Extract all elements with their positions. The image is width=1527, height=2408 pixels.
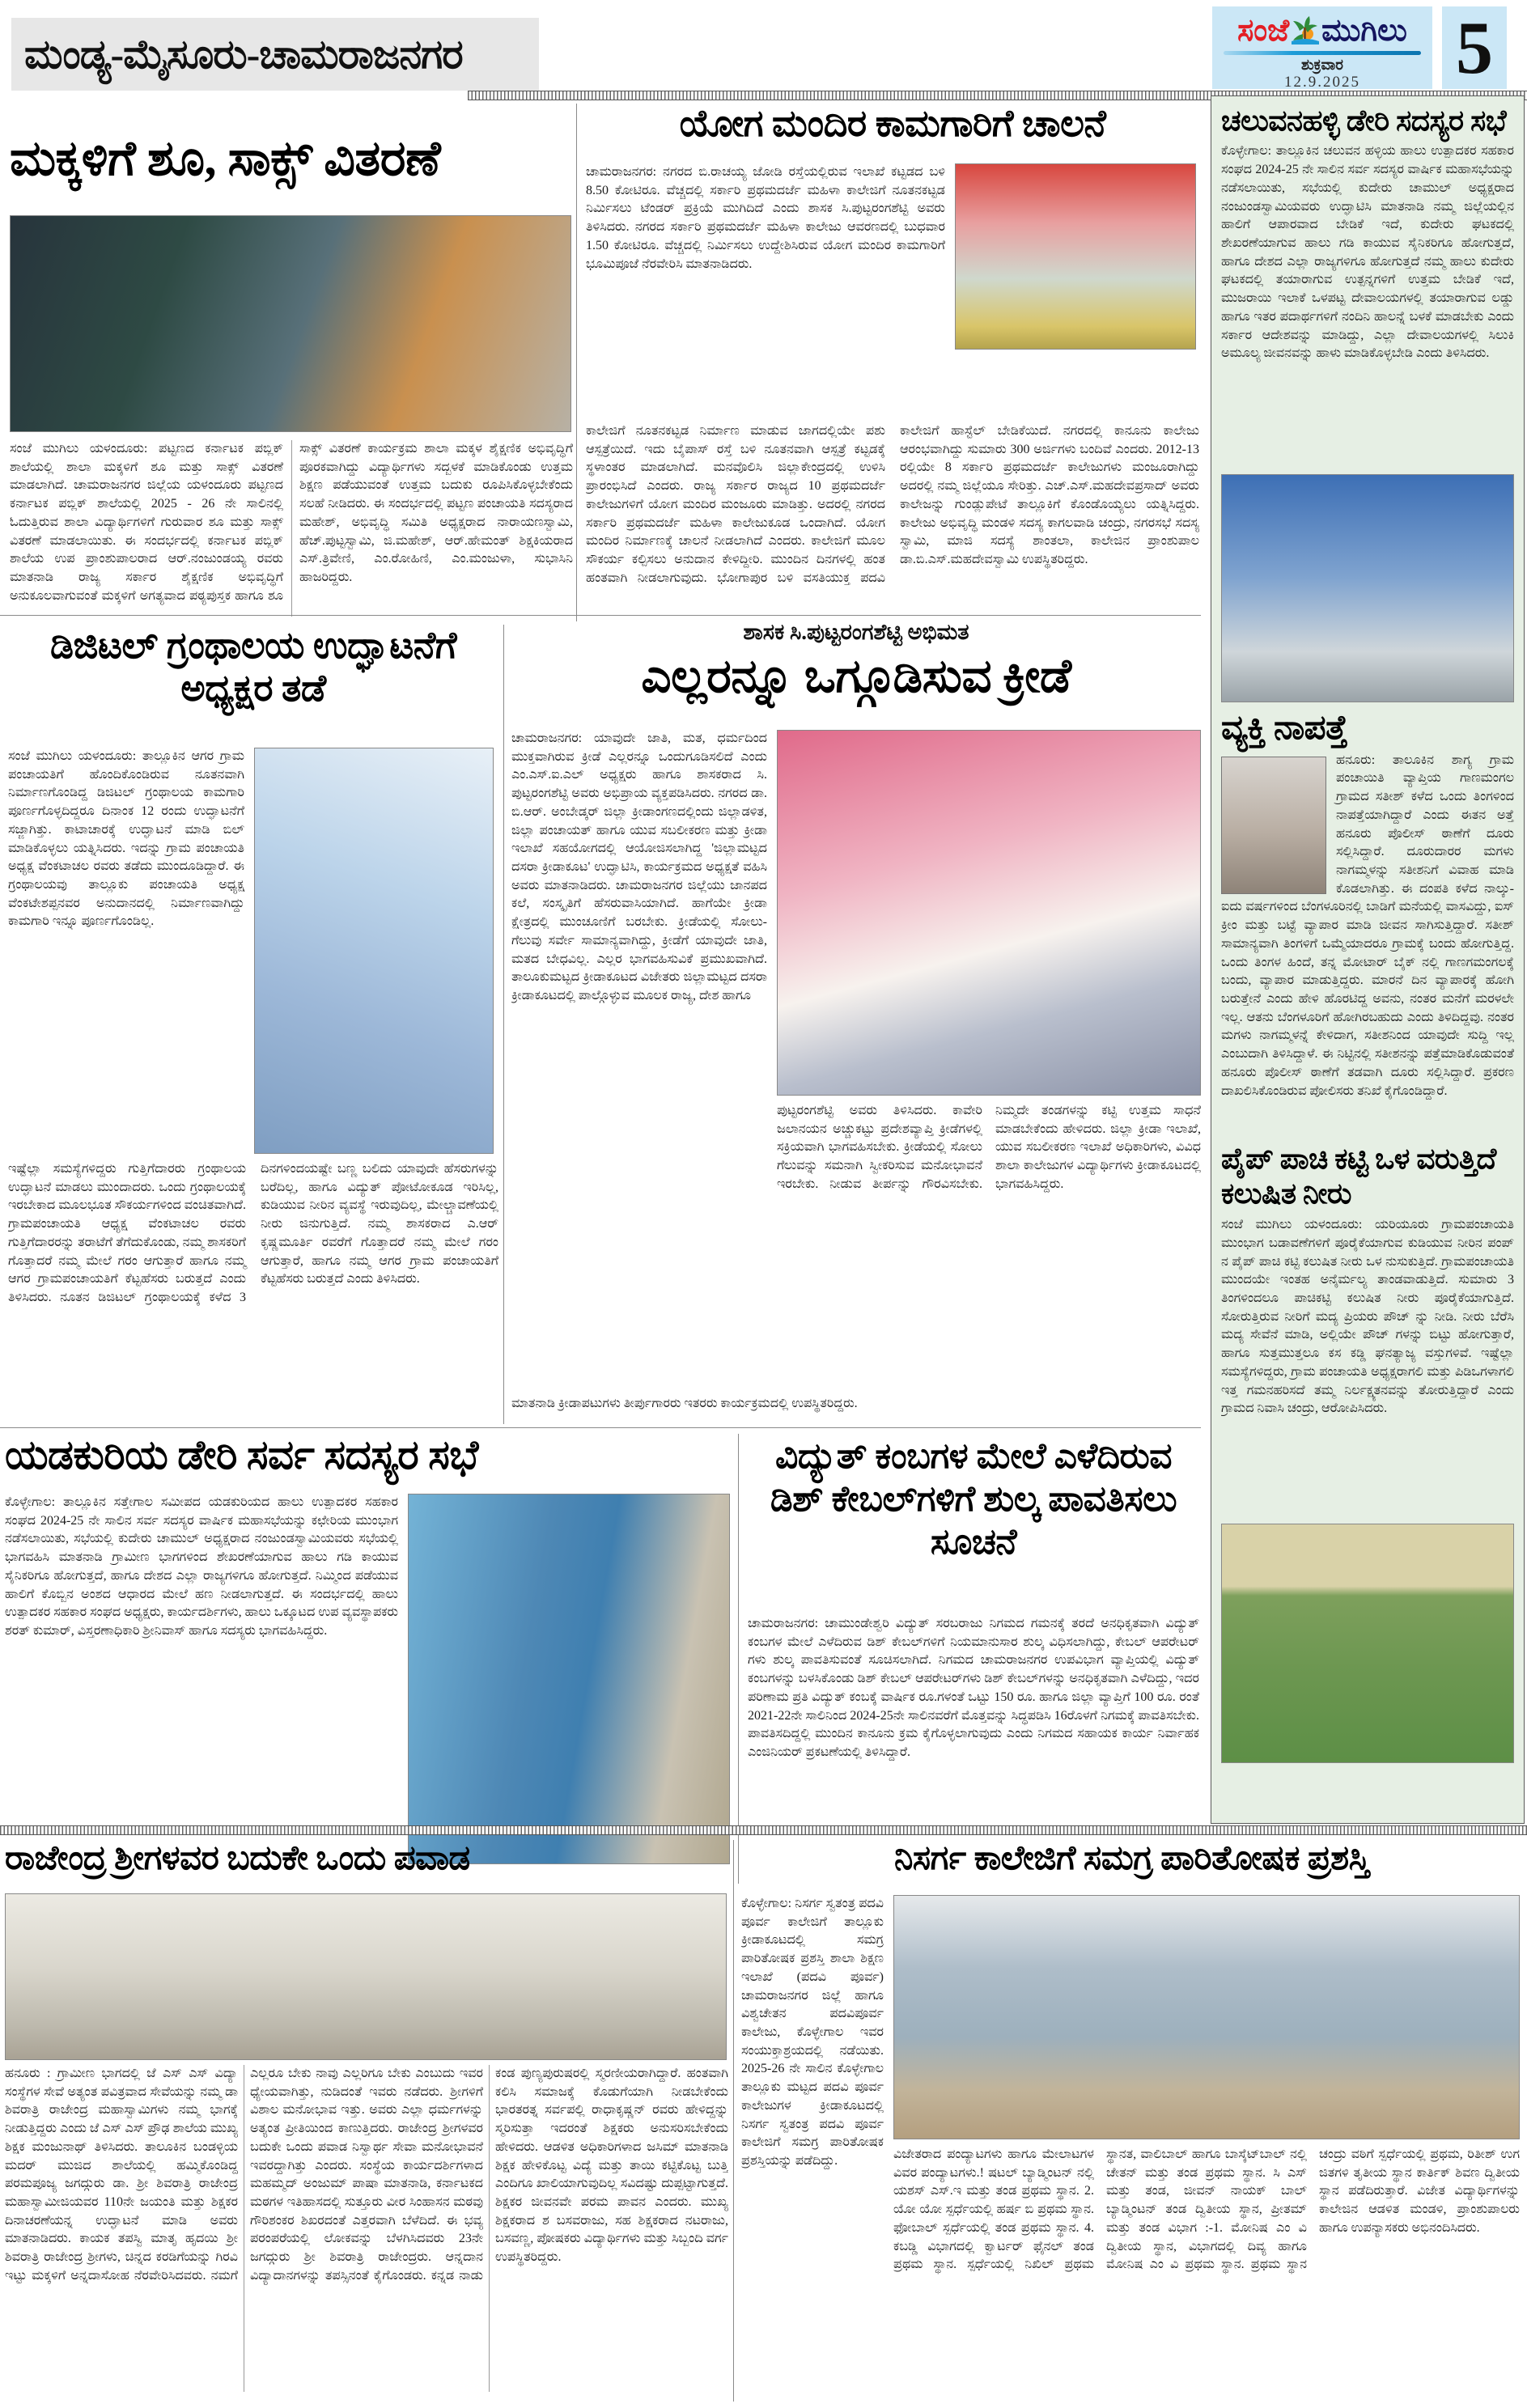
photo-dairy-meeting: [1221, 474, 1514, 702]
masthead-date: 12.9.2025: [1284, 74, 1360, 91]
palm-sun-icon: [1292, 16, 1319, 45]
article-body-left: ಚಾಮರಾಜನಗರ: ಯಾವುದೇ ಜಾತಿ, ಮತ, ಧರ್ಮದಿಂದ ಮುಕ್ತವಾಗಿರುವ ಕ್ರೀಡೆ ಎಲ್ಲರನ್ನೂ ಒಂದುಗೂಡಿಸಲಿದೆ ಎಂದು ಎಂ.ಎಸ್.ಐ.ಎಲ್ ಅಧ್ಯಕ್ಷರು ಹಾಗೂ ಶಾಸಕರಾದ ಸಿ. ಪುಟ್ಟರಂಗಶೆಟ್ಟಿ ಅವರು ಅಭಿಪ್ರಾಯ ವ್ಯಕ್ತಪಡಿಸಿದರು. ನಗರದ ಡಾ. ಬಿ.ಆರ್. ಅಂಬೇಡ್ಕರ್ ಜಿಲ್ಲಾ ಕ್ರೀಡಾಂಗಣದಲ್ಲಿಂದು ಜಿಲ್ಲಾಡಳಿತ, ಜಿಲ್ಲಾ ಪಂಚಾಯತ್ ಹಾಗೂ ಯುವ ಸಬಲೀಕರಣ ಮತ್ತು ಕ್ರೀಡಾ ಇಲಾಖೆ ಸಹಯೋಗದಲ್ಲಿ ಆಯೋಜಿಸಲಾಗಿದ್ದ 'ಜಿಲ್ಲಾಮಟ್ಟದ ದಸರಾ ಕ್ರೀಡಾಕೂಟ' ಉದ್ಘಾಟಿಸಿ, ಕಾರ್ಯಕ್ರಮದ ಅಧ್ಯಕ್ಷತೆ ವಹಿಸಿ ಅವರು ಮಾತನಾಡಿದರು. ಚಾಮರಾಜನಗರ ಜಿಲ್ಲೆಯು ಜಾನಪದ ಕಲೆ, ಸಂಸ್ಕೃತಿಗೆ ಹೆಸರುವಾಸಿಯಾಗಿದೆ. ಹಾಗೆಯೇ ಕ್ರೀಡಾ ಕ್ಷೇತ್ರದಲ್ಲಿ ಮುಂಚೂಣಿಗೆ ಬರಬೇಕು. ಕ್ರೀಡೆಯಲ್ಲಿ ಸೋಲು-ಗೆಲುವು ಸರ್ವೇ ಸಾಮಾನ್ಯವಾಗಿದ್ದು, ಕ್ರೀಡೆಗೆ ಯಾವುದೇ ಜಾತಿ, ಮತದ ಬೇಧವಿಲ್ಲ. ಎಲ್ಲರ ಭಾಗವಹಿಸುವಿಕೆ ಪ್ರಮುಖವಾಗಿದೆ. ತಾಲೂಕುಮಟ್ಟದ ಕ್ರೀಡಾಕೂಟದ ವಿಜೇತರು ಜಿಲ್ಲಾಮಟ್ಟದ ದಸರಾ ಕ್ರೀಡಾಕೂಟದಲ್ಲಿ ಪಾಲ್ಗೊಳ್ಳುವ ಮೂಲಕ ರಾಜ್ಯ, ದೇಶ ಹಾಗೂ: [511, 731, 767, 1003]
article-body-footer: ಮಾತನಾಡಿ ಕ್ರೀಡಾಪಟುಗಳು ತೀರ್ಪುಗಾರರು ಇತರರು ಕಾರ್ಯಕ್ರಮದಲ್ಲಿ ಉಪಸ್ಥಿತರಿದ್ದರು.: [511, 1397, 858, 1410]
article-body-chaluvanahalli: ಕೊಳ್ಳೇಗಾಲ: ತಾಲ್ಲೂಕಿನ ಚಲುವನ ಹಳ್ಳಿಯ ಹಾಲು ಉತ್ಪಾದಕರ ಸಹಕಾರ ಸಂಘದ 2024-25 ನೇ ಸಾಲಿನ ಸರ್ವ ಸದಸ್ಯರ ವಾರ್ಷಿಕ ಮಹಾಸಭೆಯನ್ನು ನಡೆಸಲಾಯಿತು, ಸಭೆಯಲ್ಲಿ ಕುದೇರು ಚಾಮುಲ್ ಅಧ್ಯಕ್ಷರಾದ ನಂಜುಂಡಸ್ವಾಮಿಯವರು ಉದ್ಘಾಟಿಸಿ ಮಾತನಾಡಿ ನಮ್ಮ ಜಿಲ್ಲೆಯಲ್ಲಿನ ಹಾಲಿಗೆ ಆಪಾರವಾದ ಬೇಡಿಕೆ ಇದೆ, ಕುದೇರು ಘಟಕದಲ್ಲಿ ಶೇಖರಣೆಯಾಗುವ ಹಾಲು ಗಡಿ ಕಾಯುವ ಸೈನಿಕರಿಗೂ ಹೋಗುತ್ತದೆ, ಹಾಗೂ ದೇಶದ ಎಲ್ಲಾ ರಾಜ್ಯಗಳಿಗೂ ಹೋಗುತ್ತದೆ ನಮ್ಮ ಹಾಲು ಕುದೇರು ಘಟಕದಲ್ಲಿ ತಯಾರಾಗುವ ಉತ್ಪನ್ನಗಳಿಗೆ ಉತ್ತಮ ಬೇಡಿಕೆ ಇದೆ, ಮುಜರಾಯಿ ಇಲಾಕೆ ಒಳಪಟ್ಟ ದೇವಾಲಯಗಳಲ್ಲಿ ತಯಾರಾಗುವ ಲಡ್ಡು ಹಾಗೂ ಇತರ ಪದಾರ್ಥಗಳಿಗೆ ನಂದಿನಿ ಹಾಲನ್ನೆ ಬಳಕೆ ಮಾಡಬೇಕು ಎಂದು ಸರ್ಕಾರ ಆದೇಶವನ್ನು ಮಾಡಿದ್ದು, ಎಲ್ಲಾ ದೇವಾಲಯಗಳಲ್ಲಿ ಸಿಲುಕಿ ಅಮೂಲ್ಯ ಜೀವನವನ್ನು ಹಾಳು ಮಾಡಿಕೊಳ್ಳಬೇಡಿ ಎಂದು ತಿಳಿಸಿದರು.: [1221, 144, 1514, 361]
photo-missing-person-portrait: [1221, 757, 1326, 894]
photo-bhoomi-pooja: [955, 163, 1196, 350]
article-kicker: ಶಾಸಕ ಸಿ.ಪುಟ್ಟರಂಗಶೆಟ್ಟಿ ಅಭಿಮತ: [743, 620, 969, 644]
article-body-below-photo: ವಿಜೇತರಾದ ಪಂದ್ಯಾಟಗಳು ಹಾಗೂ ಮೇಲಾಟಗಳ ವಿವರ ಪಂದ್ಯಾಟಗಳು.! ಷಟಲ್ ಬ್ಯಾಡ್ಮಿಂಟನ್ ನಲ್ಲಿ ಯಶಸ್ ಎಸ್.ಇ ಮತ್ತು ತಂಡ ಪ್ರಥಮ ಸ್ಥಾನ. 2. ಯೋ ಯೋ ಸ್ಪರ್ಧೆಯಲ್ಲಿ ಹರ್ಷ ಬಿ ಪ್ರಥಮ ಸ್ಥಾನ. ಫೋಬಾಲ್ ಸ್ಪರ್ಧೆಯಲ್ಲಿ ತಂಡ ಪ್ರಥಮ ಸ್ಥಾನ. 4. ಕಬಡ್ಡಿ ವಿಭಾಗದಲ್ಲಿ ಕ್ವಾರ್ಟರ್ ಫೈನಲ್ ತಂಡ ಪ್ರಥಮ ಸ್ಥಾನ. ಸ್ಪರ್ಧೆಯಲ್ಲಿ ನಿಖಿಲ್ ಪ್ರಥಮ ಸ್ಥಾನತ, ವಾಲಿಬಾಲ್ ಹಾಗೂ ಬಾಸ್ಕೆಟ್‌ಬಾಲ್ ನಲ್ಲಿ ಚೇತನ್ ಮತ್ತು ತಂಡ ಪ್ರಥಮ ಸ್ಥಾನ. ಸಿ ಎಸ್ ಮತ್ತು ತಂಡ, ಜೀವನ್ ನಾಯಕ್ ಬಾಲ್ ಬ್ಯಾಡ್ಮಿಂಟನ್ ತಂಡ ದ್ವಿತೀಯ ಸ್ಥಾನ, ಪ್ರೀತಮ್ ಮತ್ತು ತಂಡ ವಿಭಾಗ :-1. ಮೋನಿಷ ಎಂ ವಿ ದ್ವಿತೀಯ ಸ್ಥಾನ, ವಿಭಾಗದಲ್ಲಿ ದಿವ್ಯ ಹಾಗೂ ಮೋನಿಷ ಎಂ ವಿ ಪ್ರಥಮ ಸ್ಥಾನ. ಪ್ರಥಮ ಸ್ಥಾನ ಚಂದ್ರು ವಠಿಗೆ ಸ್ಪರ್ಧೆಯಲ್ಲಿ ಪ್ರಥಮ, ರಿತೀಶ್ ಉಗ ಜಿತಗಳಿ ತೃತೀಯ ಸ್ಥಾನ ಕಾರ್ತಿಕ್ ಶಿವಣ ದ್ವಿತೀಯ ಸ್ಥಾನ ಪಡೆದಿರುತ್ತಾರೆ. ವಿಜೇತ ವಿದ್ಯಾರ್ಥಿಗಳನ್ನು ಕಾಲೇಜಿನ ಆಡಳಿತ ಮಂಡಳಿ, ಪ್ರಾಂಶುಪಾಲರು ಹಾಗೂ ಉಪನ್ಯಾಸಕರು ಅಭಿನಂದಿಸಿದರು.: [893, 2147, 1520, 2272]
article-headline: ಎಲ್ಲರನ್ನೂ ಒಗ್ಗೂಡಿಸುವ ಕ್ರೀಡೆ: [641, 650, 1071, 702]
masthead-divider: [1432, 6, 1442, 89]
article-shoe-distribution: [10, 102, 573, 617]
article-digital-library: [8, 625, 498, 1398]
column-rule: [733, 1840, 734, 2402]
article-rajendra-shri: [5, 1840, 728, 2392]
article-yoga-mandir: [586, 104, 1199, 626]
masthead-name-red: ಸಂಜೆ: [1237, 14, 1290, 48]
article-headline: ವಿದ್ಯುತ್ ಕಂಬಗಳ ಮೇಲೆ ಎಳೆದಿರುವ ಡಿಶ್ ಕೇಬಲ್‌ಗಳಿಗೆ ಶುಲ್ಕ ಪಾವತಿಸಲು ಸೂಚನೆ: [770, 1436, 1177, 1562]
page-number: 5: [1456, 6, 1493, 89]
photo-student-group: [893, 1895, 1520, 2139]
bottom-section-rule: [0, 1825, 1527, 1835]
section-rule: [0, 615, 1201, 616]
masthead-swoosh: [1224, 51, 1421, 55]
article-body: ಹನೂರು : ಗ್ರಾಮೀಣ ಭಾಗದಲ್ಲಿ ಜೆ ಎಸ್ ಎಸ್ ವಿದ್ಯಾ ಸಂಸ್ಥೆಗಳ ಸೇವೆ ಅತ್ಯಂತ ಪವಿತ್ರವಾದ ಸೇವೆಯನ್ನು ನಮ್ಮ ಡಾ ಶಿವರಾತ್ರಿ ರಾಜೇಂದ್ರ ಮಹಾಸ್ವಾಮಿಗಳು ನಮ್ಮ ಭಾಗಕ್ಕೆ ನೀಡುತ್ತಿದ್ದರು ಎಂದು ಜೆ ಎಸ್ ಎಸ್ ಪ್ರೌಢ ಶಾಲೆಯ ಮುಖ್ಯ ಶಿಕ್ಷಕ ಮಂಜುನಾಥ್ ತಿಳಿಸಿದರು. ತಾಲೂಕಿನ ಬಂಡಳ್ಳಿಯ ಮದರ್ ಮುಜಿದ ಶಾಲೆಯಲ್ಲಿ ಹಮ್ಮಿಕೊಂಡಿದ್ದ ಪರಮಪೂಜ್ಯ ಜಗದ್ಗುರು ಡಾ. ಶ್ರೀ ಶಿವರಾತ್ರಿ ರಾಜೇಂದ್ರ ಮಹಾಸ್ವಾಮೀಜಿಯವರ 110ನೇ ಜಯಂತಿ ಮತ್ತು ಶಿಕ್ಷಕರ ದಿನಾಚರಣೆಯನ್ನ ಉದ್ಘಾಟನೆ ಮಾಡಿ ಅವರು ಮಾತನಾಡಿದರು. ಕಾಯಕ ತಪಸ್ವಿ ಮಾತೃ ಹೃದಯಿ ಶ್ರೀ ಶಿವರಾತ್ರಿ ರಾಜೇಂದ್ರ ಶ್ರೀಗಳು, ಚಿನ್ನದ ಕರಡಿಗೆಯನ್ನು ಗಿರವಿ ಇಟ್ಟು ಮಕ್ಕಳಿಗೆ ಅನ್ನದಾಸೋಹ ನೆರವೇರಿಸಿದವರು. ನಮಗೆ ಎಲ್ಲರೂ ಬೇಕು ನಾವು ಎಲ್ಲರಿಗೂ ಬೇಕು ಎಂಬುದು ಇವರ ಧ್ಯೇಯವಾಗಿತ್ತು, ನುಡಿದಂತೆ ಇವರು ನಡೆದರು. ಶ್ರೀಗಳಿಗೆ ವಿಶಾಲ ಮನೋಭಾವ ಇತ್ತು. ಅವರು ಎಲ್ಲಾ ಧರ್ಮಗಳನ್ನು ಅತ್ಯಂತ ಪ್ರೀತಿಯಿಂದ ಕಾಣುತ್ತಿದರು. ರಾಜೇಂದ್ರ ಶ್ರೀಗಳವರ ಬದುಕೇ ಒಂದು ಪವಾಡ ನಿಸ್ವಾರ್ಥ ಸೇವಾ ಮನೋಭಾವನೆ ಇವರದ್ದಾಗಿತ್ತು ಎಂದರು. ಸಂಸ್ಥೆಯ ಕಾರ್ಯದರ್ಶಿಗಳಾದ ಮಹಮ್ಮದ್ ಅಂಜುಮ್ ಪಾಷಾ ಮಾತನಾಡಿ, ಕರ್ನಾಟಕದ ಮಠಗಳ ಇತಿಹಾಸದಲ್ಲಿ ಸುತ್ತೂರು ವೀರ ಸಿಂಹಾಸನ ಮಠವು ಗೌರಿಶಂಕರ ಶಿಖರದಂತೆ ಎತ್ತರವಾಗಿ ಬೆಳೆದಿದೆ. ಈ ಭವ್ಯ ಪರಂಪರೆಯಲ್ಲಿ ಲೋಕವನ್ನು ಬೆಳಗಿಸಿದವರು 23ನೇ ಜಗದ್ಗುರು ಶ್ರೀ ಶಿವರಾತ್ರಿ ರಾಜೇಂದ್ರರು. ಆನ್ನದಾನ ವಿದ್ಯಾದಾನಗಳನ್ನು ತಪಸ್ಸಿನಂತೆ ಕೈಗೊಂಡರು. ಕನ್ನಡ ನಾಡು ಕಂಡ ಪುಣ್ಯಪುರುಷರಲ್ಲಿ ಸ್ಮರಣೀಯರಾಗಿದ್ದಾರೆ. ಹಂತವಾಗಿ ಕಲಿಸಿ ಸಮಾಜಕ್ಕೆ ಕೊಡುಗೆಯಾಗಿ ನೀಡಬೇಕೆಂದು ಭಾರತರತ್ನ ಸರ್ವಪಲ್ಲಿ ರಾಧಾಕೃಷ್ಣನ್ ರವರು ಹೇಳಿದ್ದನ್ನು ಸ್ಮರಿಸುತ್ತಾ ಇದರಂತೆ ಶಿಕ್ಷಕರು ಅನುಸರಿಸಬೇಕೆಂದು ಹೇಳಿದರು. ಆಡಳಿತ ಅಧಿಕಾರಿಗಳಾದ ಜಸಿಮ್ ಮಾತನಾಡಿ ಶಿಕ್ಷಕ ಹೇಳಿಕೊಟ್ಟ ವಿದ್ಯೆ ಮತ್ತು ತಾಯಿ ಕಟ್ಟಿಕೊಟ್ಟ ಬುತ್ತಿ ಎಂದಿಗೂ ಖಾಲಿಯಾಗುವುದಿಲ್ಲ ಸವಿದಷ್ಟು ದುಪ್ಪಟ್ಟಾಗುತ್ತದೆ. ಶಿಕ್ಷಕರ ಜೀವನವೇ ಪರಮ ಪಾವನ ಎಂದರು. ಮುಖ್ಯ ಶಿಕ್ಷಕರಾದ ಶ ಬಸವರಾಜು, ಸಹ ಶಿಕ್ಷಕರಾದ ನಟರಾಜು, ಬಸವಣ್ಣ, ಪೋಷಕರು ವಿದ್ಯಾರ್ಥಿಗಳು ಮತ್ತು ಸಿಬ್ಬಂದಿ ವರ್ಗ ಉಪಸ್ಥಿತರಿದ್ದರು.: [5, 2067, 728, 2283]
article-body-col1: ಕೊಳ್ಳೇಗಾಲ: ನಿಸರ್ಗ ಸ್ವತಂತ್ರ ಪದವಿ ಪೂರ್ವ ಕಾಲೇಜಿಗೆ ತಾಲ್ಲೂಕು ಕ್ರೀಡಾಕೂಟದಲ್ಲಿ ಸಮಗ್ರ ಪಾರಿತೋಷಕ ಪ್ರಶಸ್ತಿ ಶಾಲಾ ಶಿಕ್ಷಣ ಇಲಾಖೆ (ಪದವಿ ಪೂರ್ವ) ಚಾಮರಾಜನಗರ ಜಿಲ್ಲೆ ಹಾಗೂ ವಿಶ್ವಚೇತನ ಪದವಿಪೂರ್ವ ಕಾಲೇಜು, ಕೊಳ್ಳೇಗಾಲ ಇವರ ಸಂಯುಕ್ತಾಶ್ರಯದಲ್ಲಿ ನಡೆಯಿತು. 2025-26 ನೇ ಸಾಲಿನ ಕೊಳ್ಳೇಗಾಲ ತಾಲ್ಲೂಕು ಮಟ್ಟದ ಪದವಿ ಪೂರ್ವ ಕಾಲೇಜುಗಳ ಕ್ರೀಡಾಕೂಟದಲ್ಲಿ ನಿಸರ್ಗ ಸ್ವತಂತ್ರ ಪದವಿ ಪೂರ್ವ ಕಾಲೇಜಿಗೆ ಸಮಗ್ರ ಪಾರಿತೋಷಕ ಪ್ರಶಸ್ತಿಯನ್ನು ಪಡೆದಿದ್ದು.: [741, 1897, 884, 2168]
article-body-bottom: ಕಾಲೇಜಿಗೆ ನೂತನಕಟ್ಟಡ ನಿರ್ಮಾಣ ಮಾಡುವ ಜಾಗದಲ್ಲಿಯೇ ಪಶು ಆಸ್ಪತ್ರೆಯಿದೆ. ಇದು ಬೈಪಾಸ್ ರಸ್ತೆ ಬಳಿ ನೂತನವಾಗಿ ಆಸ್ಪತ್ರೆ ಕಟ್ಟಡಕ್ಕೆ ಸ್ಥಳಾಂತರ ಮಾಡಲಾಗಿದೆ. ಮನವೊಲಿಸಿ ಜಿಲ್ಲಾಕೇಂದ್ರದಲ್ಲಿ ಉಳಿಸಿ ಪ್ರಾರಂಭಿಸಿದೆ ಎಂದರು. ರಾಜ್ಯ ಸರ್ಕಾರ ರಾಜ್ಯದ 10 ಪ್ರಥಮದರ್ಜೆ ಕಾಲೇಜುಗಳಿಗೆ ಯೋಗ ಮಂದಿರ ಮಂಜೂರು ಮಾಡಿತ್ತು. ಅದರಲ್ಲಿ ನಗರದ ಸರ್ಕಾರಿ ಪ್ರಥಮದರ್ಜೆ ಮಹಿಳಾ ಕಾಲೇಜುಕೂಡ ಒಂದಾಗಿದೆ. ಯೋಗ ಮಂದಿರ ನಿರ್ಮಾಣಕ್ಕೆ ಚಾಲನೆ ನೀಡಲಾಗಿದೆ ಎಂದರು. ಕಾಲೇಜಿಗೆ ಮೂಲ ಸೌಕರ್ಯ ಕಲ್ಪಿಸಲು ಅನುದಾನ ಕೇಳಿದ್ದೀರಿ. ಮುಂದಿನ ದಿನಗಳಲ್ಲಿ ಹಂತ ಹಂತವಾಗಿ ನೀಡಲಾಗುವುದು. ಭೋಗಾಪುರ ಬಳಿ ವಸತಿಯುಕ್ತ ಪದವಿ ಕಾಲೇಜಿಗೆ ಹಾಸ್ಟೆಲ್ ಬೇಡಿಕೆಯಿದೆ. ನಗರದಲ್ಲಿ ಕಾನೂನು ಕಾಲೇಜು ಆರಂಭವಾಗಿದ್ದು ಸುಮಾರು 300 ಅರ್ಜಿಗಳು ಬಂದಿವೆ ಎಂದರು. 2012-13 ರಲ್ಲಿಯೇ 8 ಸರ್ಕಾರಿ ಪ್ರಥಮದರ್ಜೆ ಕಾಲೇಜುಗಳು ಮಂಜೂರಾಗಿದ್ದು ಅದರಲ್ಲಿ ನಮ್ಮ ಜಿಲ್ಲೆಯೂ ಸೇರಿತ್ತು. ಎಚ್.ಎಸ್.ಮಹದೇವಪ್ರಸಾದ್ ಅವರು ಕಾಲೇಜನ್ನು ಗುಂಡ್ಲುಪೇಟೆ ತಾಲ್ಲೂಕಿಗೆ ಕೊಂಡೊಯ್ಯಲು ಯತ್ನಿಸಿದ್ದರು. ಕಾಲೇಜು ಅಭಿವೃದ್ಧಿ ಮಂಡಳಿ ಸದಸ್ಯ ಕಾಗಲವಾಡಿ ಚಂದ್ರು, ನಗರಸಭೆ ಸದಸ್ಯ ಸ್ವಾಮಿ, ಮಾಜಿ ಸದಸ್ಯೆ ಶಾಂತಲಾ, ಕಾಲೇಜಿನ ಪ್ರಾಂಶುಪಾಲ ಡಾ.ಬಿ.ಎಸ್.ಮಹದೇವಸ್ವಾಮಿ ಉಪಸ್ಥಿತರಿದ್ದರು.: [586, 424, 1199, 585]
article-headline: ಡಿಜಿಟಲ್ ಗ್ರಂಥಾಲಯ ಉದ್ಘಾಟನೆಗೆ ಅಧ್ಯಕ್ಷರ ತಡೆ: [50, 625, 456, 709]
masthead-weekday: ಶುಕ್ರವಾರ: [1301, 57, 1343, 73]
article-headline-missing-person: ವ್ಯಕ್ತಿ ನಾಪತ್ತೆ: [1221, 710, 1348, 748]
photo-shoe-distribution: [10, 215, 571, 432]
photo-yadakuri-meeting: [408, 1494, 730, 1864]
article-body-bottom: ಇಷ್ಟೆಲ್ಲಾ ಸಮಸ್ಯೆಗಳಿದ್ದರು ಗುತ್ತಿಗೆದಾರರು ಗ್ರಂಥಾಲಯ ಉದ್ಘಾಟನೆ ಮಾಡಲು ಮುಂದಾದರು. ಒಂದು ಗ್ರಂಥಾಲಯಕ್ಕೆ ಇರಬೇಕಾದ ಮೂಲಭೂತ ಸೌಕರ್ಯಗಳಿಂದ ವಂಚಿತವಾಗಿದೆ. ಗ್ರಾಮಪಂಚಾಯತಿ ಆಧ್ಯಕ್ಷ ವೆಂಕಟಾಚಲ ರವರು ಗುತ್ತಿಗೆದಾರರನ್ನು ತರಾಟೆಗೆ ತೆಗೆದುಕೊಂಡು, ನಮ್ಮ ಶಾಸಕರಿಗೆ ಗೊತ್ತಾದರೆ ನಮ್ಮ ಮೇಲೆ ಗರಂ ಆಗುತ್ತಾರೆ ಹಾಗೂ ನಮ್ಮ ಆಗರ ಗ್ರಾಮಪಂಚಾಯತಿಗೆ ಕೆಟ್ಟಹೆಸರು ಬರುತ್ತದೆ ಎಂದು ತಿಳಿಸಿದರು. ನೂತನ ಡಿಜಿಟಲ್ ಗ್ರಂಥಾಲಯಕ್ಕೆ ಕಳೆದ 3 ದಿನಗಳಿಂದಯಷ್ಟೇ ಬಣ್ಣ ಬಲಿದು ಯಾವುದೇ ಹೆಸರುಗಳನ್ನು ಬರೆದಿಲ್ಲ, ಹಾಗೂ ವಿದ್ಯುತ್ ಪೋಟೋಕೂಡ ಇರಿಸಿಲ್ಲ, ಕುಡಿಯುವ ನೀರಿನ ವ್ಯವಸ್ಥೆ ಇರುವುದಿಲ್ಲ, ಮೇಲ್ಚಾವಣೆಯಲ್ಲಿ ನೀರು ಜಿನುಗುತ್ತಿದೆ. ನಮ್ಮ ಶಾಸಕರಾದ ಎ.ಆರ್ ಕೃಷ್ಣಮೂರ್ತಿ ರವರೆಗೆ ಗೊತ್ತಾದರೆ ನಮ್ಮ ಮೇಲೆ ಗರಂ ಆಗುತ್ತಾರೆ, ಹಾಗೂ ನಮ್ಮ ಆಗರ ಗ್ರಾಮ ಪಂಚಾಯತಿಗೆ ಕೆಟ್ಟಹೆಸರು ಬರುತ್ತದೆ ಎಂದು ತಿಳಿಸಿದರು.: [8, 1162, 498, 1305]
missing-person-text: ಹನೂರು: ತಾಲೂಕಿನ ಶಾಗ್ಯ ಗ್ರಾಮ ಪಂಚಾಯಿತಿ ವ್ಯಾಪ್ತಿಯ ಗಾಣಮಂಗಲ ಗ್ರಾಮದ ಸತೀಶ್ ಕಳೆದ ಒಂದು ತಿಂಗಳಿಂದ ನಾಪತ್ತೆಯಾಗಿದ್ದಾರೆ ಎಂದು ಈತನ ಅತ್ತೆ ಹನೂರು ಪೊಲೀಸ್ ಠಾಣೆಗೆ ದೂರು ಸಲ್ಲಿಸಿದ್ದಾರೆ. ದೂರುದಾರರ ಮಗಳು ನಾಗಮ್ಮಳನ್ನು ಸತೀಶನಿಗೆ ವಿವಾಹ ಮಾಡಿ ಕೊಡಲಾಗಿತ್ತು. ಈ ದಂಪತಿ ಕಳೆದ ನಾಲ್ಕು-ಐದು ವರ್ಷಗಳಿಂದ ಬೆಂಗಳೂರಿನಲ್ಲಿ ಬಾಡಿಗೆ ಮನೆಯಲ್ಲಿ ವಾಸವಿದ್ದು, ಐಸ್ ಕ್ರೀಂ ಮತ್ತು ಬಟ್ಟೆ ವ್ಯಾಪಾರ ಮಾಡಿ ಜೀವನ ಸಾಗಿಸುತ್ತಿದ್ದಾರೆ. ಸತೀಶ್ ಸಾಮಾನ್ಯವಾಗಿ ತಿಂಗಳಿಗೆ ಒಮ್ಮೆಯಾದರೂ ಗ್ರಾಮಕ್ಕೆ ಬಂದು ಹೋಗುತ್ತಿದ್ದ. ಒಂದು ತಿಂಗಳ ಹಿಂದೆ, ತನ್ನ ಮೋಟಾರ್ ಬೈಕ್ ನಲ್ಲಿ ಗಾಣಗಮಂಗಲಕ್ಕೆ ಬಂದು, ವ್ಯಾಪಾರ ಮಾಡುತ್ತಿದ್ದರು. ಮಾರನೆ ದಿನ ವ್ಯಾಪಾರಕ್ಕೆ ಹೋಗಿ ಬರುತ್ತೇನೆ ಎಂದು ಹೇಳಿ ಹೊರಟಿದ್ದ ಅವನು, ನಂತರ ಮನೆಗೆ ಮರಳಲೇ ಇಲ್ಲ. ಆತನು ಬೆಂಗಳೂರಿಗೆ ಹೋಗಿರಬಹುದು ಎಂದು ತಿಳಿದಿದ್ದವು. ನಂತರ ಮಗಳು ನಾಗಮ್ಮಳನ್ನೆ ಕೇಳಿದಾಗ, ಸತೀಶನಿಂದ ಯಾವುದೇ ಸುದ್ದಿ ಇಲ್ಲ ಎಂಬುದಾಗಿ ತಿಳಿಸಿದ್ದಾಳೆ. ಈ ನಿಟ್ಟಿನಲ್ಲಿ ಸತೀಶನನ್ನು ಪತ್ತೆಮಾಡಿಕೊಡುವಂತೆ ಹನೂರು ಪೊಲೀಸ್ ಠಾಣೆಗೆ ತಡವಾಗಿ ದೂರು ಸಲ್ಲಿಸಿದ್ದಾರೆ. ಪ್ರಕರಣ ದಾಖಲಿಸಿಕೊಂಡಿರುವ ಪೋಲಿಸರು ತನಿಖೆ ಕೈಗೊಂಡಿದ್ದಾರೆ.: [1221, 752, 1514, 1098]
section-rule: [0, 1427, 1201, 1428]
article-headline: ರಾಜೇಂದ್ರ ಶ್ರೀಗಳವರ ಬದುಕೇ ಒಂದು ಪವಾಡ: [5, 1840, 470, 1877]
column-rule: [576, 104, 577, 621]
region-title: ಮಂಡ್ಯ-ಮೈಸೂರು-ಚಾಮರಾಜನಗರ: [24, 31, 463, 77]
article-body-below-photo: ಪುಟ್ಟರಂಗಶೆಟ್ಟಿ ಅವರು ತಿಳಿಸಿದರು. ಕಾವೇರಿ ಜಲಾನಯನ ಅಚ್ಚುಕಟ್ಟು ಪ್ರದೇಶವ್ಯಾಪ್ತಿ ಕ್ರೀಡೆಗಳಲ್ಲಿ ಸಕ್ರಿಯವಾಗಿ ಭಾಗವಹಿಸಬೇಕು. ಕ್ರೀಡೆಯಲ್ಲಿ ಸೋಲು ಗೆಲುವನ್ನು ಸಮನಾಗಿ ಸ್ವೀಕರಿಸುವ ಮನೋಭಾವನೆ ಇರಬೇಕು. ನೀಡುವ ತೀರ್ಪನ್ನು ಗೌರವಿಸಬೇಕು. ನಿಮ್ಮದೇ ತಂಡಗಳನ್ನು ಕಟ್ಟಿ ಉತ್ತಮ ಸಾಧನೆ ಮಾಡಬೇಕೆಂದು ಹೇಳಿದರು. ಜಿಲ್ಲಾ ಕ್ರೀಡಾ ಇಲಾಖೆ, ಯುವ ಸಬಲೀಕರಣ ಇಲಾಖೆ ಅಧಿಕಾರಿಗಳು, ವಿವಿಧ ಶಾಲಾ ಕಾಲೇಜುಗಳ ವಿದ್ಯಾರ್ಥಿಗಳು ಕ್ರೀಡಾಕೂಟದಲ್ಲಿ ಭಾಗವಹಿಸಿದ್ದರು.: [777, 1104, 1201, 1191]
article-headline-chaluvanahalli: ಚಲುವನಹಳ್ಳಿ ಡೇರಿ ಸದಸ್ಯರ ಸಭೆ: [1221, 104, 1507, 137]
masthead-left: [1212, 6, 1432, 89]
photo-lamp-lighting: [777, 730, 1201, 1096]
article-headline: ನಿಸರ್ಗ ಕಾಲೇಜಿಗೆ ಸಮಗ್ರ ಪಾರಿತೋಷಕ ಪ್ರಶಸ್ತಿ: [893, 1840, 1370, 1877]
photo-library-building: [254, 748, 494, 1154]
article-headline-pipe-water: ಪೈಪ್ ಪಾಚಿ ಕಟ್ಟಿ ಒಳ ವರುತ್ತಿದೆ ಕಲುಷಿತ ನೀರು: [1221, 1142, 1496, 1210]
article-body-top: ಚಾಮರಾಜನಗರ: ನಗರದ ಬಿ.ರಾಚಯ್ಯ ಜೋಡಿ ರಸ್ತೆಯಲ್ಲಿರುವ ಇಲಾಖೆ ಕಟ್ಟಡದ ಬಳಿ 8.50 ಕೋಟಿರೂ. ವೆಚ್ಚದಲ್ಲಿ ಸರ್ಕಾರಿ ಪ್ರಥಮದರ್ಜೆ ಮಹಿಳಾ ಕಾಲೇಜಿಗೆ ನೂತನಕಟ್ಟಡ ನಿರ್ಮಿಸಲು ಟೆಂಡರ್ ಪ್ರಕ್ರಿಯೆ ಮುಗಿದಿದೆ ಎಂದು ಶಾಸಕ ಸಿ.ಪುಟ್ಟರಂಗಶೆಟ್ಟಿ ಅವರು ತಿಳಿಸಿದರು. ನಗರದ ಸರ್ಕಾರಿ ಪ್ರಥಮದರ್ಜೆ ಮಹಿಳಾ ಕಾಲೇಜು ಆವರಣದಲ್ಲಿ ಬುಧವಾರ 1.50 ಕೋಟಿರೂ. ವೆಚ್ಚದಲ್ಲಿ ನಿರ್ಮಿಸಲು ಉದ್ದೇಶಿಸಿರುವ ಯೋಗ ಮಂದಿರ ಕಾಮಗಾರಿಗೆ ಭೂಮಿಪೂಜೆ ನೆರವೇರಿಸಿ ಮಾತನಾಡಿದರು.: [586, 165, 945, 271]
masthead-name-navy: ಮುಗಿಲು: [1321, 14, 1407, 48]
article-headline: ಯೋಗ ಮಂದಿರ ಕಾಮಗಾರಿಗೆ ಚಾಲನೆ: [679, 103, 1106, 144]
masthead: [1212, 6, 1507, 89]
article-body: ಸಂಜೆ ಮುಗಿಲು ಯಳಂದೂರು: ಪಟ್ಟಣದ ಕರ್ನಾಟಕ ಪಬ್ಲಿಕ್ ಶಾಲೆಯಲ್ಲಿ ಶಾಲಾ ಮಕ್ಕಳಿಗೆ ಶೂ ಮತ್ತು ಸಾಕ್ಸ್ ವಿತರಣೆ ಮಾಡಲಾಗಿದೆ. ಚಾಮರಾಜನಗರ ಜಿಲ್ಲೆಯ ಯಳಂದೂರು ಪಟ್ಟಣದ ಕರ್ನಾಟಕ ಪಬ್ಲಿಕ್ ಶಾಲೆಯಲ್ಲಿ 2025 - 26 ನೇ ಸಾಲಿನಲ್ಲಿ ಓದುತ್ತಿರುವ ಶಾಲಾ ವಿದ್ಯಾರ್ಥಿಗಳಿಗೆ ಗುರುವಾರ ಶೂ ಮತ್ತು ಸಾಕ್ಸ್ ವಿತರಣೆ ಮಾಡಲಾಯಿತು. ಈ ಸಂದರ್ಭದಲ್ಲಿ ಕರ್ನಾಟಕ ಪಬ್ಲಿಕ್ ಶಾಲೆಯ ಉಪ ಪ್ರಾಂಶುಪಾಲರಾದ ಆರ್.ನಂಜುಂಡಯ್ಯ ರವರು ಮಾತನಾಡಿ ರಾಜ್ಯ ಸರ್ಕಾರ ಶೈಕ್ಷಣಿಕ ಅಭಿವೃದ್ಧಿಗೆ ಅನುಕೂಲವಾಗುವಂತೆ ಮಕ್ಕಳಿಗೆ ಅಗತ್ಯವಾದ ಪಠ್ಯಪುಸ್ತಕ ಹಾಗೂ ಶೂ ಸಾಕ್ಸ್ ವಿತರಣೆ ಕಾರ್ಯಕ್ರಮ ಶಾಲಾ ಮಕ್ಕಳ ಶೈಕ್ಷಣಿಕ ಅಭಿವೃದ್ಧಿಗೆ ಪೂರಕವಾಗಿದ್ದು ವಿದ್ಯಾರ್ಥಿಗಳು ಸದ್ಬಳಕೆ ಮಾಡಿಕೊಂಡು ಉತ್ತಮ ಶಿಕ್ಷಣ ಪಡೆಯುವಂತೆ ಉತ್ತಮ ಬದುಕು ರೂಪಿಸಿಕೊಳ್ಳಬೇಕೆಂದು ಸಲಹೆ ನೀಡಿದರು. ಈ ಸಂದರ್ಭದಲ್ಲಿ ಪಟ್ಟಣ ಪಂಚಾಯತಿ ಸದಸ್ಯರಾದ ಮಹೇಶ್, ಅಭಿವೃದ್ಧಿ ಸಮಿತಿ ಅಧ್ಯಕ್ಷರಾದ ನಾರಾಯಣಸ್ವಾಮಿ, ಹೆಚ್.ಪುಟ್ಟಸ್ವಾಮಿ, ಜಿ.ಮಹೇಶ್, ಆರ್.ಹೇಮಂತ್ ಶಿಕ್ಷಕಿಯರಾದ ಎಸ್.ತ್ರಿವೇಣಿ, ಎಂ.ರೋಹಿಣಿ, ಎಂ.ಮಂಜುಳಾ, ಸುಭಾಸಿನಿ ಹಾಜರಿದ್ದರು.: [10, 442, 573, 603]
region-title-box: [11, 18, 539, 91]
green-column: [1211, 95, 1525, 1824]
photo-water-pipe-field: [1221, 1524, 1514, 1763]
column-rule: [738, 1434, 739, 1884]
article-body: ಚಾಮರಾಜನಗರ: ಚಾಮುಂಡೇಶ್ವರಿ ವಿದ್ಯುತ್ ಸರಬರಾಜು ನಿಗಮದ ಗಮನಕ್ಕೆ ತರದೆ ಅನಧಿಕೃತವಾಗಿ ವಿದ್ಯುತ್ ಕಂಬಗಳ ಮೇಲೆ ಎಳೆದಿರುವ ಡಿಶ್ ಕೇಬಲ್‌ಗಳಿಗೆ ನಿಯಮಾನುಸಾರ ಶುಲ್ಕ ವಿಧಿಸಲಾಗಿದ್ದು, ಕೇಬಲ್ ಆಪರೇಟರ್ ಗಳು ಶುಲ್ಕ ಪಾವತಿಸುವಂತೆ ಸೂಚಿಸಲಾಗಿದೆ. ನಿಗಮದ ಚಾಮರಾಜನಗರ ಉಪವಿಭಾಗ ವ್ಯಾಪ್ತಿಯಲ್ಲಿ ವಿದ್ಯುತ್ ಕಂಬಗಳನ್ನು ಬಳಸಿಕೊಂಡು ಡಿಶ್ ಕೇಬಲ್ ಆಪರೇಟರ್‌ಗಳು ಡಿಶ್ ಕೇಬಲ್‌ಗಳನ್ನು ಅನಧಿಕೃತವಾಗಿ ಎಳೆದಿದ್ದು, ಇದರ ಪರಿಣಾಮ ಪ್ರತಿ ವಿದ್ಯುತ್ ಕಂಬಕ್ಕೆ ವಾರ್ಷಿಕ ರೂ.ಗಳಂತೆ ಒಟ್ಟು 150 ರೂ. ಹಾಗೂ ಜಿಲ್ಲಾ ವ್ಯಾಪ್ತಿಗೆ 100 ರೂ. ರಂತೆ 2021-22ನೇ ಸಾಲಿನಿಂದ 2024-25ನೇ ಸಾಲಿನವರೆಗೆ ಮೊತ್ತವನ್ನು ಸಿದ್ಧಪಡಿಸಿ 16ರೊಳಗೆ ನಿಗಮಕ್ಕೆ ಪಾವತಿಸಬೇಕು. ಪಾವತಿಸದಿದ್ದಲ್ಲಿ ಮುಂದಿನ ಕಾನೂನು ಕ್ರಮ ಕೈಗೊಳ್ಳಲಾಗುವುದು ಎಂದು ನಿಗಮದ ಸಹಾಯಕ ಕಾರ್ಯ ನಿರ್ವಾಹಕ ಎಂಜಿನಿಯರ್ ಪ್ರಕಟಣೆಯಲ್ಲಿ ತಿಳಿಸಿದ್ದಾರೆ.: [748, 1617, 1199, 1760]
masthead-logo: [1212, 13, 1432, 49]
article-yadakuri-dairy: [5, 1434, 733, 1871]
photo-jayanti-event: [5, 1893, 727, 2060]
article-dish-cable-fee: [748, 1435, 1199, 1876]
article-headline: ಯಡಕುರಿಯ ಡೇರಿ ಸರ್ವ ಸದಸ್ಯರ ಸಭೆ: [5, 1432, 478, 1477]
article-body-missing-person: [1221, 752, 1514, 1132]
article-dasara-sports: [511, 620, 1201, 1414]
article-nisarga-award: [741, 1840, 1522, 2393]
column-rule: [503, 625, 504, 1424]
article-body-left: ಸಂಜೆ ಮುಗಿಲು ಯಳಂದೂರು: ತಾಲ್ಲೂಕಿನ ಆಗರ ಗ್ರಾಮ ಪಂಚಾಯತಿಗೆ ಹೊಂದಿಕೊಂಡಿರುವ ನೂತನವಾಗಿ ನಿರ್ಮಾಣಗೊಂಡಿದ್ದ ಡಿಜಿಟಲ್ ಗ್ರಂಥಾಲಯ ಕಾಮಗಾರಿ ಪೂರ್ಣಗೊಳ್ಳದಿದ್ದರೂ ದಿನಾಂಕ 12 ರಂದು ಉದ್ಘಾಟನೆಗೆ ಸಜ್ಜಾಗಿತ್ತು. ಕಾಟಾಚಾರಕ್ಕೆ ಉದ್ಘಾಟನೆ ಮಾಡಿ ಬಿಲ್ ಮಾಡಿಕೊಳ್ಳಲು ಯತ್ನಿಸಿದರು. ಇದನ್ನು ಗ್ರಾಮ ಪಂಚಾಯತಿ ಅಧ್ಯಕ್ಷ ವೆಂಕಟಾಚಲ ರವರು ತಡೆದು ಮುಂದೂಡಿದ್ದಾರೆ. ಈ ಗ್ರಂಥಾಲಯವು ತಾಲ್ಲೂಕು ಪಂಚಾಯತಿ ಅಧ್ಯಕ್ಷ ವೆಂಕಟೇಶಪ್ಪನವರ ಅನುದಾನದಲ್ಲಿ ನಿರ್ಮಾಣವಾಗಿದ್ದು ಕಾಮಗಾರಿ ಇನ್ನೂ ಪೂರ್ಣಗೊಂಡಿಲ್ಲ.: [8, 749, 244, 929]
article-headline: ಮಕ್ಕಳಿಗೆ ಶೂ, ಸಾಕ್ಸ್ ವಿತರಣೆ: [10, 131, 441, 185]
article-body-pipe-water: ಸಂಜೆ ಮುಗಿಲು ಯಳಂದೂರು: ಯರಿಯೂರು ಗ್ರಾಮಪಂಚಾಯತಿ ಮುಂಭಾಗ ಬಡಾವಣೆಗಳಿಗೆ ಪೂರೈಕೆಯಾಗುವ ಕುಡಿಯುವ ನೀರಿನ ಪಂಪ್ ನ ಪೈಪ್ ಪಾಚಿ ಕಟ್ಟಿ ಕಲುಷಿತ ನೀರು ಒಳ ನುಸುಕುತ್ತಿದೆ. ಗ್ರಾಮಪಂಚಾಯತಿ ಮುಂದಯೇ ಇಂತಹ ಅನೈರ್ಮಲ್ಯ ತಾಂಡವಾಡುತ್ತಿದೆ. ಸುಮಾರು 3 ತಿಂಗಳಿಂದಲೂ ಪಾಚಿಕಟ್ಟಿ ಕಲುಷಿತ ನೀರು ಪೂರೈಕೆಯಾಗುತ್ತಿದೆ. ಸೋರುತ್ತಿರುವ ನೀರಿಗೆ ಮದ್ಯ ಪ್ರಿಯರು ಪೌಚ್ ನ್ನು ನೀಡಿ. ನೀರು ಬೆರೆಸಿ ಮದ್ಯ ಸೇವೆನೆ ಮಾಡಿ, ಅಲ್ಲಿಯೇ ಪೌಚ್ ಗಳನ್ನು ಬಿಟ್ಟು ಹೋಗುತ್ತಾರೆ, ಹಾಗೂ ಸುತ್ತಮುತ್ತಲೂ ಕಸ ಕಡ್ಡಿ ಘನತ್ಯಾಜ್ಯ ವಸ್ತುಗಳಿವೆ. ಇಷ್ಟೆಲ್ಲಾ ಸಮಸ್ಯೆಗಳಿದ್ದರು, ಗ್ರಾಮ ಪಂಚಾಯತಿ ಅಧ್ಯಕ್ಷರಾಗಲಿ ಮತ್ತು ಪಿಡಿಒಗಳಾಗಲಿ ಇತ್ತ ಗಮನಹರಿಸದೆ ತಮ್ಮ ನಿರ್ಲಕ್ಷ್ಯತನವನ್ನು ತೋರುತ್ತಿದ್ದಾರೆ ಎಂದು ಗ್ರಾಮದ ನಿವಾಸಿ ಚಂದ್ರು, ಆರೋಪಿಸಿದರು.: [1221, 1218, 1514, 1416]
article-body: ಕೊಳ್ಳೇಗಾಲ: ತಾಲ್ಲೂಕಿನ ಸತ್ತೇಗಾಲ ಸಮೀಪದ ಯಡಕುರಿಯದ ಹಾಲು ಉತ್ಪಾದಕರ ಸಹಕಾರ ಸಂಘದ 2024-25 ನೇ ಸಾಲಿನ ಸರ್ವ ಸದಸ್ಯರ ವಾರ್ಷಿಕ ಮಹಾಸಭೆಯನ್ನು ಕಛೇರಿಯ ಮುಂಭಾಗ ನಡೆಸಲಾಯಿತು, ಸಭೆಯಲ್ಲಿ ಕುದೇರು ಚಾಮುಲ್ ಅಧ್ಯಕ್ಷರಾದ ನಂಜುಂಡಸ್ವಾಮಿಯವರು ಸಭೆಯಲ್ಲಿ ಭಾಗವಹಿಸಿ ಮಾತನಾಡಿ ಗ್ರಾಮೀಣ ಭಾಗಗಳಿಂದ ಶೇಖರಣೆಯಾಗುವ ಹಾಲು ಗಡಿ ಕಾಯುವ ಸೈನಿಕರಿಗೂ ಹೋಗುತ್ತದೆ, ಹಾಗೂ ದೇಶದ ಎಲ್ಲಾ ರಾಜ್ಯಗಳಿಗೂ ಹೋಗುತ್ತದೆ. ನಿಮ್ಮಿಂದ ಪಡೆಯುವ ಹಾಲಿಗೆ ಕೊಬ್ಬಿನ ಅಂಶದ ಆಧಾರದ ಮೇಲೆ ಹಣ ನೀಡಲಾಗುತ್ತದೆ. ಈ ಸಂದರ್ಭದಲ್ಲಿ ಹಾಲು ಉತ್ಪಾದಕರ ಸಹಕಾರ ಸಂಘದ ಅಧ್ಯಕ್ಷರು, ಕಾರ್ಯದರ್ಶಿಗಳು, ಹಾಲು ಒಕ್ಕೂಟದ ಉಪ ವ್ಯವಸ್ಥಾಪಕರು ಶರತ್ ಕುಮಾರ್, ವಿಸ್ತರಣಾಧಿಕಾರಿ ಶ್ರೀನಿವಾಸ್ ಹಾಗೂ ಸದಸ್ಯರು ಭಾಗವಹಿಸಿದ್ದರು.: [5, 1495, 398, 1639]
